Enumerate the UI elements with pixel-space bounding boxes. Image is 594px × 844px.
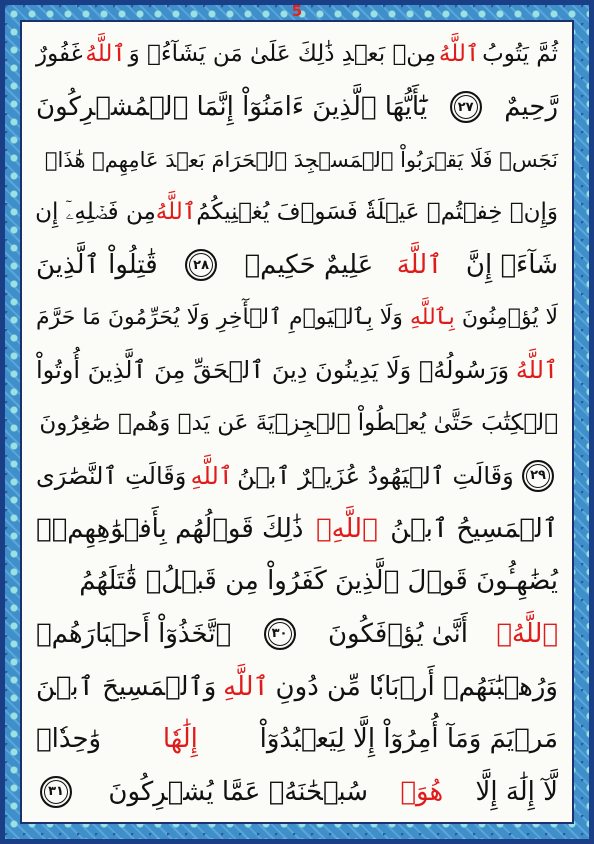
- verse-text: غَفُورٌ: [36, 41, 83, 68]
- verse-text: رَّحِيمٌ: [504, 92, 558, 123]
- verse-line: [36, 502, 558, 555]
- ayah-marker: ٣٠: [264, 618, 296, 650]
- divine-name-text: ٱللَّهُ: [85, 41, 126, 68]
- verse-text: وَٰحِدٗاۖ: [36, 724, 102, 755]
- verse-line: [36, 133, 558, 186]
- verse-text: قَٰتِلُواْ ٱلَّذِينَ: [36, 250, 158, 281]
- verse-text: وَقَالَتِ ٱلۡيَهُودُ عُزَيۡرٌ ٱبۡنُ: [237, 461, 514, 490]
- verse-line: [36, 555, 558, 608]
- verse-text: وَقَالَتِ ٱلنَّصَٰرَى: [36, 461, 187, 490]
- ayah-marker: ٢٧: [450, 91, 482, 123]
- verse-line: [36, 239, 558, 292]
- ayah-marker: ٣١: [40, 776, 72, 808]
- verse-text: ٱتَّخَذُوٓاْ أَحۡبَارَهُمۡ: [36, 618, 232, 649]
- verse-text: وَرُهۡبَٰنَهُمۡ أَرۡبَابٗا مِّن دُونِ: [275, 671, 558, 702]
- divine-name-text: ٱللَّهُ: [515, 356, 558, 385]
- verse-text: يُضَٰهِـُٔونَ قَوۡلَ ٱلَّذِينَ كَفَرُواْ مِن قَبۡلُۚ قَٰتَلَهُمُ: [79, 566, 558, 597]
- verse-text: وَإِنۡ خِفۡتُمۡ عَيۡلَةٗ فَسَوۡفَ يُغۡنِيكُمُ: [196, 199, 558, 226]
- divine-name-text: ٱللَّهَ: [396, 250, 443, 281]
- divine-name-text: إِلَٰهٗا: [162, 724, 198, 755]
- verse-text: سُبۡحَٰنَهُۥ عَمَّا يُشۡرِكُونَ: [108, 776, 369, 807]
- divine-name-text: ٱللَّهِ: [223, 671, 269, 702]
- verse-text: لَّآ إِلَٰهَ إِلَّا: [475, 776, 558, 807]
- verse-lines: [36, 28, 558, 816]
- verse-line: [36, 186, 558, 239]
- ayah-marker: ٢٨: [185, 249, 217, 281]
- verse-text: عَلِيمٌ حَكِيمٞ: [244, 250, 374, 281]
- divine-name-text: ٱللَّهُ: [438, 41, 480, 68]
- text-panel: [20, 20, 574, 824]
- divine-name-text: هُوَۚ: [400, 776, 444, 807]
- divine-name-text: ٱللَّهُۖ: [496, 618, 558, 649]
- page-number: 5: [291, 2, 303, 20]
- verse-line: [36, 766, 558, 819]
- verse-text: مِنۢ بَعۡدِ ذَٰلِكَ عَلَىٰ مَن يَشَآءُۗ وَ: [128, 41, 437, 68]
- verse-text: شَآءَۚ إِنَّ: [465, 250, 558, 281]
- verse-text: مَرۡيَمَ وَمَآ أُمِرُوٓاْ إِلَّا لِيَعۡبُدُوٓاْ: [259, 724, 558, 755]
- verse-text: ثُمَّ يَتُوبُ: [482, 41, 558, 68]
- divine-name-text: ٱللَّهِۖ: [316, 513, 378, 544]
- divine-name-text: بِٱللَّهِ: [409, 305, 455, 331]
- verse-text: ٱلۡمَسِيحُ ٱبۡنُ: [390, 513, 558, 544]
- verse-text: ذَٰلِكَ قَوۡلُهُم بِأَفۡوَٰهِهِمۡۖ: [36, 513, 304, 544]
- verse-text: وَٱلۡمَسِيحَ ٱبۡنَ: [36, 671, 217, 702]
- verse-line: [36, 81, 558, 134]
- verse-text: وَلَا بِٱلۡيَوۡمِ ٱلۡأٓخِرِ وَلَا يُحَرِّمُونَ مَا حَرَّمَ: [36, 305, 403, 331]
- verse-line: [36, 291, 558, 344]
- verse-text: وَرَسُولُهُۥ وَلَا يَدِينُونَ دِينَ ٱلۡحَقِّ مِنَ ٱلَّذِينَ أُوتُواْ: [36, 356, 510, 385]
- ayah-marker: ٢٩: [522, 460, 554, 492]
- divine-name-text: ٱللَّهُ: [155, 199, 197, 226]
- verse-line: [36, 608, 558, 661]
- verse-text: لَا يُؤۡمِنُونَ: [461, 305, 558, 331]
- verse-line: [36, 713, 558, 766]
- verse-text: يَٰٓأَيُّهَا ٱلَّذِينَ ءَامَنُوٓاْ إِنَّمَا ٱلۡمُشۡرِكُونَ: [36, 92, 428, 123]
- verse-line: [36, 397, 558, 450]
- verse-line: [36, 28, 558, 81]
- divine-name-text: ٱللَّهِ: [190, 461, 233, 490]
- verse-text: أَنَّىٰ يُؤۡفَكُونَ: [327, 618, 468, 649]
- verse-text: مِن فَضۡلِهِۦٓ إِن: [35, 199, 156, 226]
- verse-line: [36, 450, 558, 503]
- verse-line: [36, 660, 558, 713]
- verse-line: [36, 344, 558, 397]
- verse-text: ٱلۡكِتَٰبَ حَتَّىٰ يُعۡطُواْ ٱلۡجِزۡيَةَ عَن يَدٖ وَهُمۡ صَٰغِرُونَ: [39, 410, 558, 437]
- verse-text: نَجَسٞ فَلَا يَقۡرَبُواْ ٱلۡمَسۡجِدَ ٱلۡحَرَامَ بَعۡدَ عَامِهِمۡ هَٰذَاۚ: [44, 147, 558, 172]
